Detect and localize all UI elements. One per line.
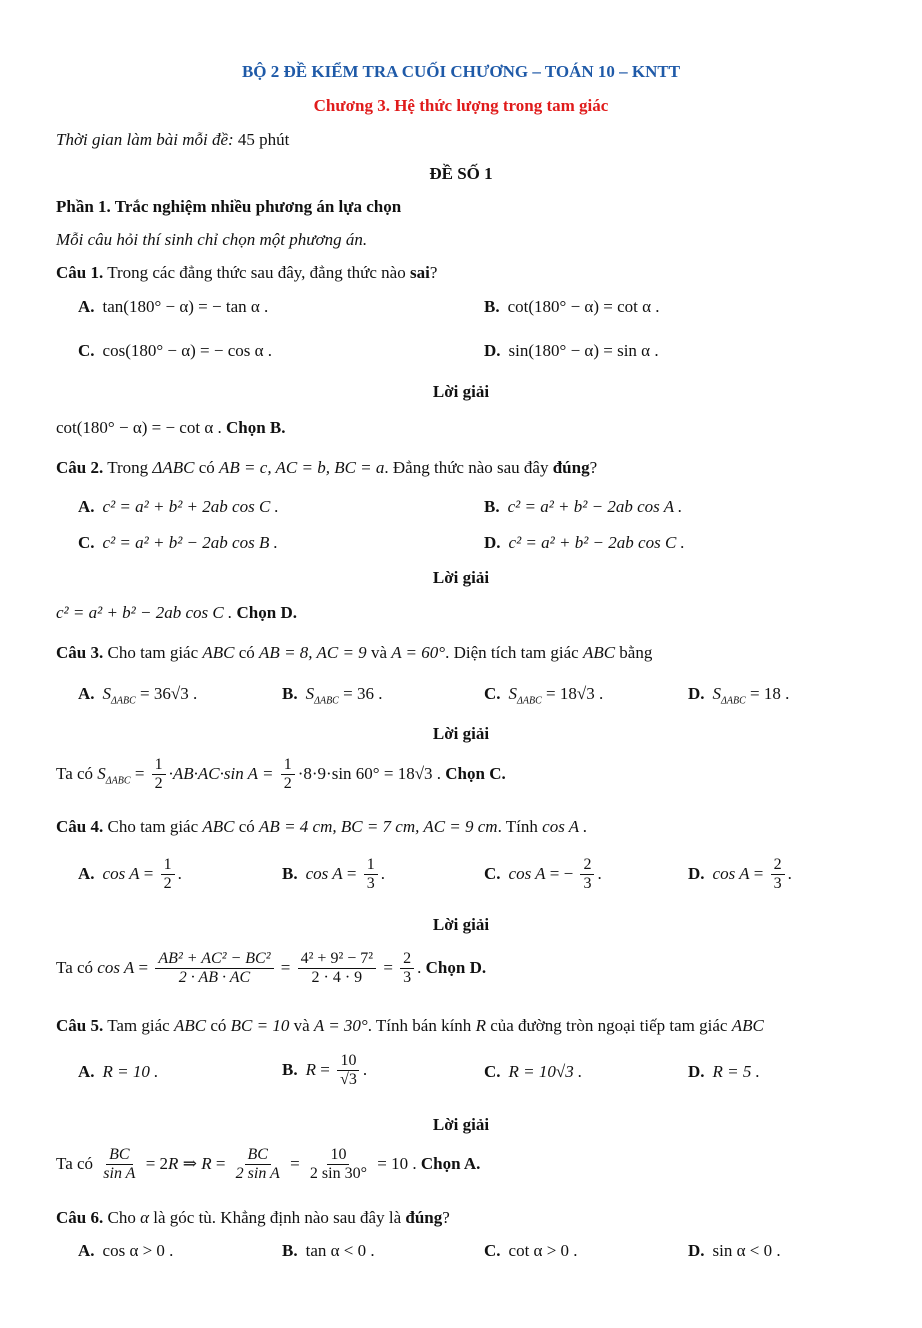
q2-emph: đúng bbox=[552, 458, 590, 477]
q3-options bbox=[78, 684, 898, 710]
q4-sol-f2-den: 2 · 4 · 9 bbox=[311, 969, 363, 987]
q3-label: Câu 3. bbox=[56, 643, 104, 662]
q5-solution-heading: Lời giải bbox=[432, 1115, 490, 1134]
q6-emph: đúng bbox=[405, 1208, 443, 1227]
q4-given: AB = 4 cm, BC = 7 cm, AC = 9 cm bbox=[259, 817, 498, 836]
q5-sol-f2-num: BC bbox=[245, 1146, 271, 1165]
q5-sol-f2-den: 2 sin A bbox=[235, 1165, 280, 1183]
q3-has: có bbox=[238, 643, 255, 662]
q3-sol-mid: ·AB·AC·sin A = bbox=[168, 763, 274, 783]
q3-and: và bbox=[370, 643, 387, 662]
q3-sol-half-1: $\frac{1}{2}$ bbox=[152, 756, 166, 794]
q2-option-b-text: c² = a² + b² − 2ab cos A . bbox=[507, 497, 683, 516]
q4-sol-pre: Ta có bbox=[56, 957, 94, 977]
q4-option-d-den: 3 bbox=[773, 875, 782, 893]
q2-options bbox=[78, 497, 898, 523]
q4-option-b[interactable]: B. cos A = $\frac{1}{3}$ . bbox=[282, 856, 385, 893]
q5-option-a[interactable]: A. R = 10 . bbox=[78, 1062, 159, 1081]
q4-option-c[interactable]: C. cos A = − $\frac{2}{3}$ . bbox=[484, 856, 602, 893]
document-title: BỘ 2 ĐỀ KIỂM TRA CUỐI CHƯƠNG – TOÁN 10 – KNTT bbox=[241, 62, 681, 81]
q2-text-pre: Trong bbox=[107, 458, 149, 477]
part1-title: Phần 1. Trắc nghiệm nhiều phương án lựa chọn bbox=[56, 197, 402, 216]
q2-choice: Chọn D. bbox=[236, 603, 297, 622]
q5-option-b-den: √3 bbox=[340, 1071, 357, 1089]
q6-alpha: α bbox=[140, 1208, 150, 1227]
q3-option-d[interactable]: D. $S_{\Delta ABC} = 18$ . bbox=[688, 684, 790, 707]
q3-angle: A = 60° bbox=[391, 643, 446, 662]
q2-given: AB = c, AC = b, BC = a bbox=[219, 458, 385, 477]
q6-text: Cho bbox=[107, 1208, 136, 1227]
q2-option-b[interactable]: B. c² = a² + b² − 2ab cos A . bbox=[484, 497, 683, 516]
q3-bang: bằng bbox=[619, 643, 653, 662]
time-label: Thời gian làm bài mỗi đề: bbox=[56, 130, 234, 149]
q5-choice: Chọn A. bbox=[420, 1153, 481, 1173]
q3-option-a[interactable]: A. $S_{\Delta ABC} = 36√3$ . bbox=[78, 684, 198, 707]
q5-triangle-2: ABC bbox=[731, 1016, 764, 1035]
q5-option-b[interactable]: B. R = $\frac{10}{√3}$ . bbox=[282, 1052, 368, 1089]
q1-option-b-text: cot(180° − α) = cot α . bbox=[507, 297, 660, 316]
q3-solution: Ta có $S_{\Delta ABC}$ = $\frac{1}{2}$ ·AB·AC·sin A = $\frac{1}{2}$ ·8·9·sin 60° = 18√3 . Chọn C. bbox=[56, 756, 506, 793]
q6-option-c-text: cot α > 0 . bbox=[508, 1241, 578, 1260]
q5-given: BC = 10 bbox=[230, 1016, 290, 1035]
q4-option-b-den: 3 bbox=[366, 875, 375, 893]
q3-choice: Chọn C. bbox=[445, 763, 506, 783]
q5-label: Câu 5. bbox=[56, 1016, 104, 1035]
q6-option-d-text: sin α < 0 . bbox=[712, 1241, 781, 1260]
q3-sol-mid2: ·8·9·sin 60° = 18√3 . bbox=[297, 763, 442, 783]
q5-text-post: . Tính bán kính bbox=[367, 1016, 472, 1035]
q2-text-mid: có bbox=[198, 458, 215, 477]
question-1 bbox=[56, 263, 882, 283]
q2-triangle: ΔABC bbox=[152, 458, 195, 477]
q2-solution-heading: Lời giải bbox=[432, 568, 490, 587]
q3-option-b-text: 36 . bbox=[356, 684, 383, 703]
q2-label: Câu 2. bbox=[56, 458, 104, 477]
q4-option-a-den: 2 bbox=[163, 875, 172, 893]
q2-option-c-text: c² = a² + b² − 2ab cos B . bbox=[102, 533, 278, 552]
q4-option-a[interactable]: A. cos A = $\frac{1}{2}$ . bbox=[78, 856, 182, 893]
q4-sol-f3-num: 2 bbox=[400, 950, 414, 969]
q1-option-c[interactable]: C. cos(180° − α) = − cos α . bbox=[78, 341, 273, 360]
q4-option-c-num: 2 bbox=[580, 856, 594, 875]
q5-sol-pre: Ta có bbox=[56, 1153, 94, 1173]
q1-text: Trong các đẳng thức sau đây, đẳng thức nào bbox=[107, 263, 406, 282]
q1-emph: sai bbox=[409, 263, 430, 282]
q5-text: Tam giác bbox=[107, 1016, 170, 1035]
q4-option-d[interactable]: D. cos A = $\frac{2}{3}$ . bbox=[688, 856, 792, 893]
question-3 bbox=[56, 643, 882, 663]
q2-option-d[interactable]: D. c² = a² + b² − 2ab cos C . bbox=[484, 533, 685, 552]
part1-instruction: Mỗi câu hỏi thí sinh chỉ chọn một phương án. bbox=[56, 230, 368, 249]
q4-triangle: ABC bbox=[202, 817, 235, 836]
q5-r: R bbox=[475, 1016, 486, 1035]
question-6 bbox=[56, 1208, 882, 1228]
q2-option-a[interactable]: A. c² = a² + b² + 2ab cos C . bbox=[78, 497, 279, 516]
exam-title: ĐỀ SỐ 1 bbox=[429, 164, 493, 183]
q5-option-d[interactable]: D. R = 5 . bbox=[688, 1062, 760, 1081]
q3-option-c-text: 18√3 . bbox=[559, 684, 604, 703]
q5-option-c-text: R = 10√3 . bbox=[508, 1062, 583, 1081]
question-5 bbox=[56, 1016, 882, 1036]
q6-end: ? bbox=[442, 1208, 450, 1227]
q3-text-post: . Diện tích tam giác bbox=[445, 643, 579, 662]
q2-option-d-text: c² = a² + b² − 2ab cos C . bbox=[508, 533, 685, 552]
question-4 bbox=[56, 817, 882, 837]
q1-option-b[interactable]: B. cot(180° − α) = cot α . bbox=[484, 297, 660, 316]
time-line bbox=[56, 130, 882, 150]
q2-solution bbox=[56, 603, 882, 623]
chapter-title: Chương 3. Hệ thức lượng trong tam giác bbox=[313, 96, 609, 115]
q6-option-a[interactable]: A. cos α > 0 . bbox=[78, 1241, 174, 1260]
q4-option-a-num: 1 bbox=[161, 856, 175, 875]
q5-option-a-text: R = 10 . bbox=[102, 1062, 159, 1081]
q5-option-c[interactable]: C. R = 10√3 . bbox=[484, 1062, 583, 1081]
q3-solution-heading: Lời giải bbox=[432, 724, 490, 743]
q6-text-post: là góc tù. Khẳng định nào sau đây là bbox=[153, 1208, 402, 1227]
q2-end: ? bbox=[589, 458, 598, 477]
q4-text-post: . Tính bbox=[497, 817, 538, 836]
q1-solution bbox=[56, 418, 882, 438]
q3-given: AB = 8, AC = 9 bbox=[259, 643, 367, 662]
q4-has: có bbox=[238, 817, 255, 836]
q3-triangle-2: ABC bbox=[582, 643, 616, 662]
q4-solution: Ta có cos A = $\frac{\text{AB² + AC² − BC²}}{2 \cdot AB \cdot AC}$ = $\frac{\text{4² + 9² − 7²}}{2 \cdot 4 \cdot 9}$ = $\frac{2}{3}$ . Chọn D. bbox=[56, 950, 487, 987]
q6-option-d[interactable]: D. sin α < 0 . bbox=[688, 1241, 781, 1260]
q4-sol-f1-den: 2 · AB · AC bbox=[178, 969, 251, 987]
q1-option-c-text: cos(180° − α) = − cos α . bbox=[102, 341, 273, 360]
q2-text-post: . Đẳng thức nào sau đây bbox=[384, 458, 549, 477]
question-2 bbox=[56, 458, 882, 478]
q3-triangle: ABC bbox=[202, 643, 235, 662]
q2-options-2 bbox=[78, 533, 898, 559]
q1-solution-heading: Lời giải bbox=[432, 382, 490, 401]
q4-label: Câu 4. bbox=[56, 817, 104, 836]
q5-sol-f1-den: sin A bbox=[103, 1165, 136, 1183]
q1-option-a-text: tan(180° − α) = − tan α . bbox=[102, 297, 269, 316]
q3-text: Cho tam giác bbox=[107, 643, 199, 662]
q1-option-d-text: sin(180° − α) = sin α . bbox=[508, 341, 659, 360]
q5-and: và bbox=[293, 1016, 310, 1035]
q1-label: Câu 1. bbox=[56, 263, 104, 282]
q1-end: ? bbox=[429, 263, 438, 282]
q2-option-a-text: c² = a² + b² + 2ab cos C . bbox=[102, 497, 279, 516]
q5-text-post2: của đường tròn ngoại tiếp tam giác bbox=[490, 1016, 728, 1035]
q6-option-a-text: cos α > 0 . bbox=[102, 1241, 174, 1260]
time-value: 45 phút bbox=[237, 130, 290, 149]
q4-choice: Chọn D. bbox=[425, 957, 487, 977]
q6-label: Câu 6. bbox=[56, 1208, 104, 1227]
q5-triangle: ABC bbox=[173, 1016, 207, 1035]
q5-has: có bbox=[210, 1016, 227, 1035]
q4-sol-f2-num: 4² + 9² − 7² bbox=[298, 950, 376, 969]
q5-sol-f3-den: 2 sin 30° bbox=[309, 1165, 367, 1183]
q5-sol-f1-num: BC bbox=[106, 1146, 132, 1165]
q5-option-d-text: R = 5 . bbox=[712, 1062, 760, 1081]
q1-option-d[interactable]: D. sin(180° − α) = sin α . bbox=[484, 341, 659, 360]
q1-options bbox=[78, 297, 898, 323]
q3-option-c[interactable]: C. $S_{\Delta ABC} = 18√3$ . bbox=[484, 684, 604, 707]
q6-option-b-text: tan α < 0 . bbox=[305, 1241, 375, 1260]
q3-sol-pre: Ta có bbox=[56, 763, 94, 783]
q4-solution-heading: Lời giải bbox=[432, 915, 490, 934]
q2-option-c[interactable]: C. c² = a² + b² − 2ab cos B . bbox=[78, 533, 278, 552]
q3-option-b[interactable]: B. $S_{\Delta ABC} = 36$ . bbox=[282, 684, 383, 707]
q1-choice: Chọn B. bbox=[225, 418, 286, 437]
q1-option-a[interactable]: A. tan(180° − α) = − tan α . bbox=[78, 297, 269, 316]
q1-solution-text: cot(180° − α) = − cot α . bbox=[56, 418, 222, 437]
q4-target: cos A . bbox=[542, 817, 588, 836]
q3-option-d-text: 18 . bbox=[763, 684, 790, 703]
q3-option-a-text: 36√3 . bbox=[153, 684, 198, 703]
q5-options bbox=[78, 1052, 898, 1100]
q6-options bbox=[78, 1241, 898, 1267]
q1-options-2 bbox=[78, 341, 898, 367]
q4-sol-f3-den: 3 bbox=[403, 969, 412, 987]
q4-option-c-den: 3 bbox=[583, 875, 592, 893]
q3-sol-half-2: $\frac{1}{2}$ bbox=[281, 756, 295, 794]
q2-solution-text: c² = a² + b² − 2ab cos C . bbox=[56, 603, 233, 622]
q4-sol-f1-num: AB² + AC² − BC² bbox=[155, 950, 273, 969]
q6-option-b[interactable]: B. tan α < 0 . bbox=[282, 1241, 375, 1260]
q4-text: Cho tam giác bbox=[107, 817, 199, 836]
q4-option-b-num: 1 bbox=[364, 856, 378, 875]
q5-sol-f3-num: 10 bbox=[327, 1146, 349, 1165]
q4-options bbox=[78, 856, 898, 900]
q4-option-d-num: 2 bbox=[771, 856, 785, 875]
q5-angle: A = 30° bbox=[313, 1016, 368, 1035]
q5-solution: Ta có $\frac{BC}{\text{sin A}}$ = 2R ⇒ R = $\frac{BC}{\text{2 sin A}}$ = $\frac{10}{2 \sin 30^\circ}$ = 10 . Chọn A. bbox=[56, 1146, 481, 1183]
q6-option-c[interactable]: C. cot α > 0 . bbox=[484, 1241, 578, 1260]
q5-option-b-num: 10 bbox=[337, 1052, 359, 1071]
